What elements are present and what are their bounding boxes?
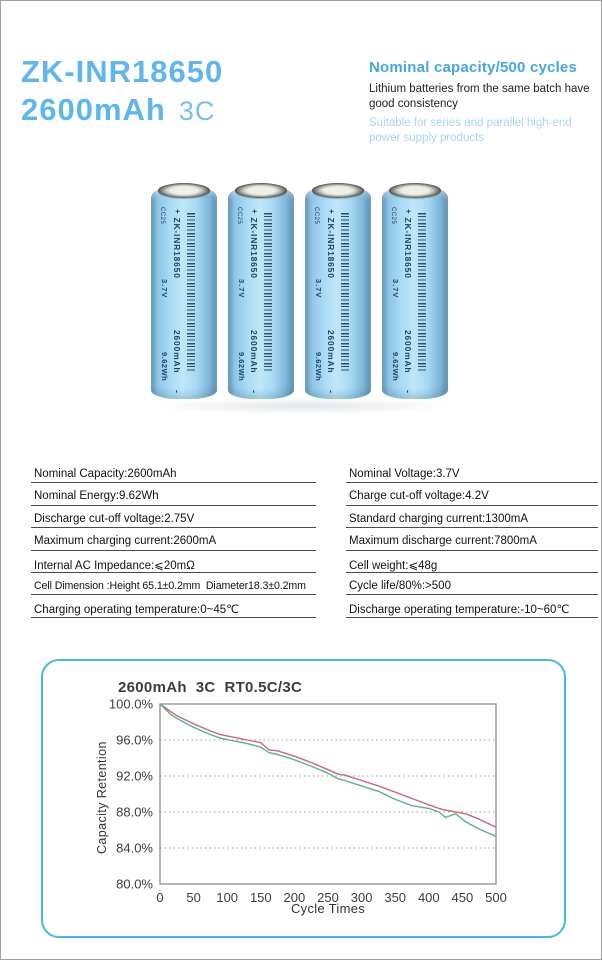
spec-nominal-voltage: Nominal Voltage:3.7V [346, 461, 598, 483]
svg-text:88.0%: 88.0% [116, 804, 153, 820]
battery-model-label [249, 209, 259, 279]
battery-code-label: CC25 [159, 207, 165, 225]
svg-text:500: 500 [485, 890, 507, 905]
battery-cell [382, 185, 448, 399]
spec-table [31, 461, 598, 618]
cycle-life-chart [43, 661, 564, 936]
barcode [187, 213, 195, 373]
battery-cell [305, 185, 371, 399]
consistency-text: Lithium batteries from the same batch have good consistency [369, 83, 590, 110]
capacity-cycles-heading: Nominal capacity/500 cycles [369, 59, 578, 76]
battery-capacity-label: 2600mAh [326, 329, 336, 373]
product-capacity-title [21, 91, 223, 130]
capacity-text: 2600mAh [21, 92, 166, 127]
svg-text:84.0%: 84.0% [116, 840, 153, 856]
svg-text:96.0%: 96.0% [116, 732, 153, 748]
battery-energy-label: 9.62Wh [314, 351, 323, 381]
svg-text:250: 250 [317, 890, 339, 905]
barcode [264, 213, 272, 373]
svg-text:400: 400 [417, 890, 440, 905]
battery-capacity-label: 2600mAh [249, 329, 259, 373]
battery-model-label [403, 209, 413, 279]
battery-code-label: CC25 [390, 207, 396, 225]
model-text: ZK-INR18650 [249, 217, 259, 279]
spec-discharge-temp: Discharge operating temperature:-10~60℃ [346, 595, 598, 617]
x-axis-label: Cycle Times [290, 901, 366, 916]
battery-cap [389, 183, 441, 198]
spec-cycle-life: Cycle life/80%:>500 [346, 573, 598, 595]
product-model-title: ZK-INR18650 [21, 54, 224, 89]
svg-text:50: 50 [186, 890, 201, 905]
battery-model-label [172, 209, 182, 279]
battery-cell [151, 185, 217, 399]
svg-text:92.0%: 92.0% [116, 768, 153, 784]
battery-model-label [326, 209, 336, 279]
minus-mark: - [326, 390, 336, 393]
y-axis-label: Capacity Retention [95, 741, 109, 854]
svg-text:0: 0 [156, 890, 164, 905]
svg-text:100: 100 [216, 890, 239, 905]
battery-cap [235, 183, 287, 198]
svg-text:80.0%: 80.0% [116, 876, 153, 892]
svg-text:200: 200 [283, 890, 306, 905]
spec-discharge-cutoff: Discharge cut-off voltage:2.75V [31, 506, 316, 528]
battery-cell [228, 185, 294, 399]
battery-cap [158, 183, 210, 198]
battery-energy-label: 9.62Wh [237, 351, 246, 381]
spec-dimension: Cell Dimension :Height 65.1±0.2mm Diameter18.3±0.2mm [31, 573, 316, 595]
plus-mark: + [250, 209, 259, 215]
svg-text:150: 150 [249, 890, 272, 905]
battery-code-label: CC25 [236, 207, 242, 225]
spec-charging-temp: Charging operating temperature:0~45℃ [31, 595, 316, 617]
plus-mark: + [173, 209, 182, 215]
svg-text:450: 450 [451, 890, 474, 905]
spec-column-right [346, 461, 598, 618]
model-text: ZK-INR18650 [172, 217, 182, 279]
battery-energy-label: 9.62Wh [160, 351, 169, 381]
header-description [369, 59, 595, 146]
spec-max-discharge-current: Maximum discharge current:7800mA [346, 528, 598, 550]
page-title [21, 53, 223, 130]
minus-mark: - [172, 390, 182, 393]
cycle-life-chart-card [41, 659, 566, 938]
battery-voltage-label: 3.7V [160, 279, 169, 299]
plus-mark: + [327, 209, 336, 215]
barcode [341, 213, 349, 373]
battery-voltage-label: 3.7V [391, 279, 400, 299]
suitability-text: Suitable for series and parallel high-end power supply products [369, 116, 572, 144]
spec-nominal-energy: Nominal Energy:9.62Wh [31, 483, 316, 505]
battery-capacity-label: 2600mAh [172, 329, 182, 373]
model-text: ZK-INR18650 [403, 217, 413, 279]
battery-code-label: CC25 [313, 207, 319, 225]
battery-voltage-label: 3.7V [237, 279, 246, 299]
plus-mark: + [404, 209, 413, 215]
c-rate-text: 3C [178, 96, 216, 126]
spec-column-left [31, 461, 316, 618]
battery-voltage-label: 3.7V [314, 279, 323, 299]
spec-impedance: Internal AC Impedance:⩽20mΩ [31, 551, 316, 573]
spec-standard-charging-current: Standard charging current:1300mA [346, 506, 598, 528]
svg-text:100.0%: 100.0% [108, 696, 153, 712]
chart-title: 2600mAh 3C RT0.5C/3C [118, 679, 303, 696]
battery-cap [312, 183, 364, 198]
minus-mark: - [249, 390, 259, 393]
svg-text:350: 350 [384, 890, 407, 905]
battery-capacity-label: 2600mAh [403, 329, 413, 373]
barcode [418, 213, 426, 373]
model-text: ZK-INR18650 [326, 217, 336, 279]
spec-max-charging-current: Maximum charging current:2600mA [31, 528, 316, 550]
battery-row [151, 185, 453, 401]
spec-cell-weight: Cell weight:⩽48g [346, 551, 598, 573]
svg-text:300: 300 [350, 890, 373, 905]
battery-energy-label: 9.62Wh [391, 351, 400, 381]
battery-product-image [151, 185, 453, 411]
minus-mark: - [403, 390, 413, 393]
spec-nominal-capacity: Nominal Capacity:2600mAh [31, 461, 316, 483]
spec-charge-cutoff: Charge cut-off voltage:4.2V [346, 483, 598, 505]
